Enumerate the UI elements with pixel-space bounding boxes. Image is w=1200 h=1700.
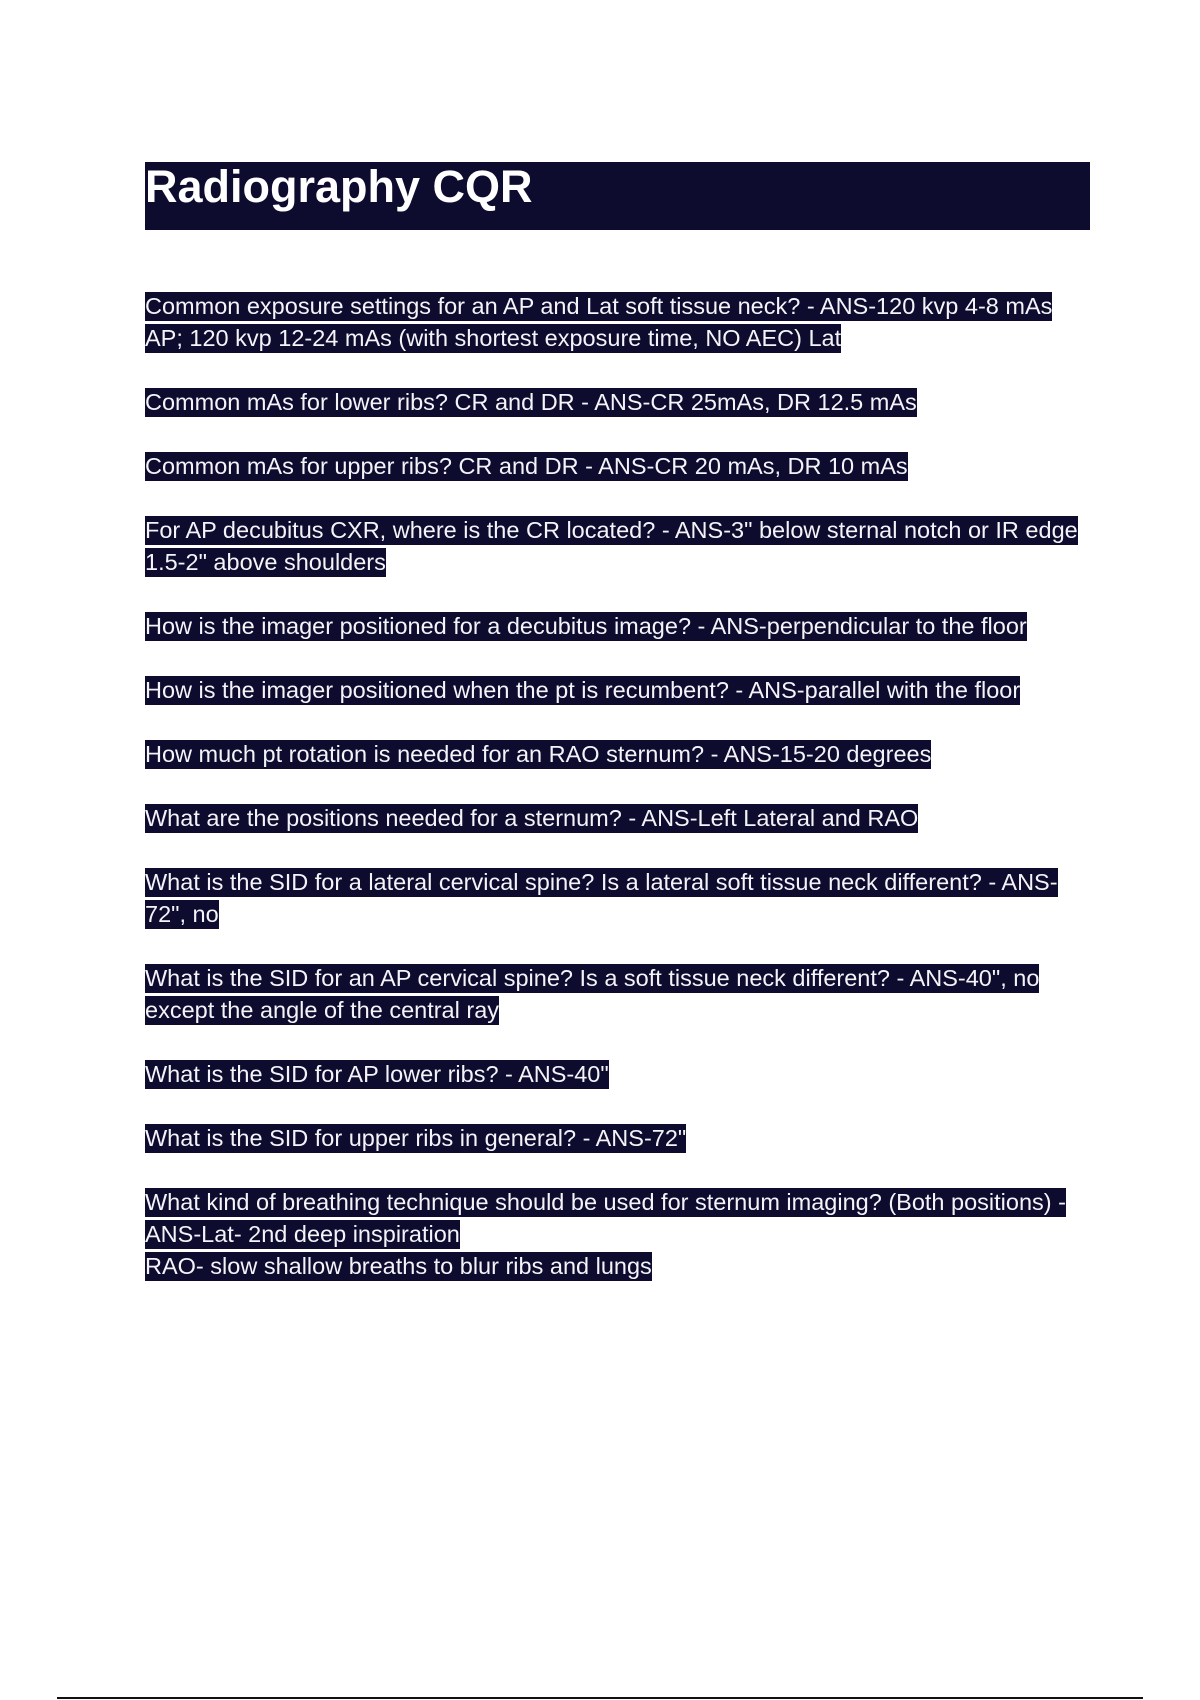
qa-text: What kind of breathing technique should be used for sternum imaging? (Both positions) - ANS-Lat- 2nd deep inspiration — [145, 1189, 1066, 1247]
qa-text: What is the SID for an AP cervical spine? Is a soft tissue neck different? - ANS-40", no except the angle of the central ray — [145, 965, 1040, 1023]
qa-text: What is the SID for upper ribs in general? - ANS-72" — [145, 1125, 687, 1151]
qa-item — [145, 514, 1090, 578]
qa-item — [145, 674, 1090, 706]
qa-item — [145, 738, 1090, 770]
qa-list — [145, 290, 1090, 1314]
qa-text: How is the imager positioned when the pt is recumbent? - ANS-parallel with the floor — [145, 677, 1021, 703]
qa-text: What are the positions needed for a sternum? - ANS-Left Lateral and RAO — [145, 805, 919, 831]
qa-text: How is the imager positioned for a decubitus image? - ANS-perpendicular to the floor — [145, 613, 1027, 639]
footer-divider — [57, 1697, 1143, 1699]
qa-item — [145, 1186, 1090, 1282]
qa-item — [145, 1058, 1090, 1090]
page-title: Radiography CQR — [145, 161, 533, 212]
qa-text: Common exposure settings for an AP and Lat soft tissue neck? - ANS-120 kvp 4-8 mAs AP; 120 kvp 12-24 mAs (with shortest exposure time, NO AEC) Lat — [145, 293, 1053, 351]
qa-item — [145, 962, 1090, 1026]
qa-text: Common mAs for upper ribs? CR and DR - ANS-CR 20 mAs, DR 10 mAs — [145, 453, 908, 479]
qa-item — [145, 802, 1090, 834]
qa-text: What is the SID for AP lower ribs? - ANS-40" — [145, 1061, 609, 1087]
qa-text-continued: RAO- slow shallow breaths to blur ribs and lungs — [145, 1253, 652, 1279]
qa-item — [145, 610, 1090, 642]
qa-item — [145, 866, 1090, 930]
title-banner — [145, 162, 1090, 230]
qa-text: For AP decubitus CXR, where is the CR located? - ANS-3" below sternal notch or IR edge 1.5-2" above shoulders — [145, 517, 1078, 575]
qa-item — [145, 386, 1090, 418]
qa-item — [145, 290, 1090, 354]
qa-text: How much pt rotation is needed for an RAO sternum? - ANS-15-20 degrees — [145, 741, 932, 767]
qa-text: What is the SID for a lateral cervical spine? Is a lateral soft tissue neck different? - ANS-72", no — [145, 869, 1058, 927]
qa-item — [145, 1122, 1090, 1154]
qa-item — [145, 450, 1090, 482]
qa-text: Common mAs for lower ribs? CR and DR - ANS-CR 25mAs, DR 12.5 mAs — [145, 389, 917, 415]
